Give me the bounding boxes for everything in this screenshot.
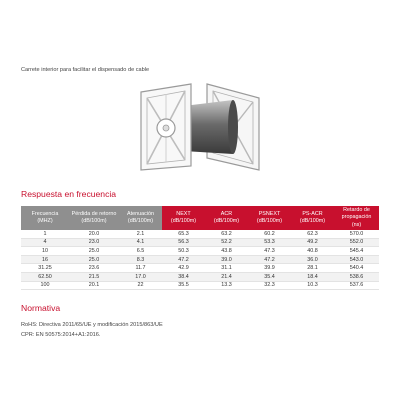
table-cell: 21.4 — [205, 272, 248, 281]
table-cell: 47.2 — [162, 255, 205, 264]
header-acr: ACR (dB/100m) — [205, 206, 248, 230]
table-cell: 36.0 — [291, 255, 334, 264]
table-cell: 22 — [119, 281, 162, 290]
table-cell: 42.9 — [162, 264, 205, 273]
table-cell: 35.5 — [162, 281, 205, 290]
frequency-table — [21, 206, 379, 290]
table-cell: 10 — [21, 247, 69, 256]
spool-icon — [135, 78, 265, 178]
header-frequency: Frecuencia (MHZ) — [21, 206, 69, 230]
table-cell: 17.0 — [119, 272, 162, 281]
table-cell: 538.6 — [334, 272, 379, 281]
table-cell: 552.0 — [334, 238, 379, 247]
table-cell: 1 — [21, 230, 69, 238]
table-cell: 23.0 — [69, 238, 119, 247]
table-cell: 25.0 — [69, 255, 119, 264]
table-row — [21, 272, 379, 281]
table-cell: 39.0 — [205, 255, 248, 264]
table-cell: 16 — [21, 255, 69, 264]
norms-section-title: Normativa — [21, 303, 61, 313]
table-cell: 62.3 — [291, 230, 334, 238]
header-next: NEXT (dB/100m) — [162, 206, 205, 230]
table-row — [21, 230, 379, 238]
table-cell: 62.50 — [21, 272, 69, 281]
table-row — [21, 238, 379, 247]
table-cell: 540.4 — [334, 264, 379, 273]
table-cell: 20.0 — [69, 230, 119, 238]
table-cell: 537.6 — [334, 281, 379, 290]
header-return-loss: Pérdida de retorno (dB/100m) — [69, 206, 119, 230]
table-row — [21, 281, 379, 290]
table-cell: 49.2 — [291, 238, 334, 247]
table-cell: 23.6 — [69, 264, 119, 273]
table-cell: 8.3 — [119, 255, 162, 264]
table-cell: 65.3 — [162, 230, 205, 238]
table-cell: 50.3 — [162, 247, 205, 256]
table-cell: 543.0 — [334, 255, 379, 264]
table-cell: 4 — [21, 238, 69, 247]
table-cell: 31.25 — [21, 264, 69, 273]
table-cell: 545.4 — [334, 247, 379, 256]
frequency-section-title: Respuesta en frecuencia — [21, 189, 117, 199]
header-ps-acr: PS-ACR (dB/100m) — [291, 206, 334, 230]
norm-cpr: CPR: EN 50575:2014+A1:2016. — [21, 332, 101, 338]
table-cell: 35.4 — [248, 272, 291, 281]
table-cell: 40.8 — [291, 247, 334, 256]
spool-caption: Carrete interior para facilitar el dispensado de cable — [21, 67, 150, 73]
table-cell: 21.5 — [69, 272, 119, 281]
table-cell: 570.0 — [334, 230, 379, 238]
table-cell: 60.2 — [248, 230, 291, 238]
table-cell: 43.8 — [205, 247, 248, 256]
table-cell: 39.9 — [248, 264, 291, 273]
table-cell: 2.1 — [119, 230, 162, 238]
table-row — [21, 247, 379, 256]
header-psnext: PSNEXT (dB/100m) — [248, 206, 291, 230]
table-cell: 31.1 — [205, 264, 248, 273]
table-cell: 13.3 — [205, 281, 248, 290]
table-cell: 11.7 — [119, 264, 162, 273]
table-row — [21, 255, 379, 264]
norm-rohs: RoHS: Directiva 2011/65/UE y modificación 2015/863/UE — [21, 322, 163, 328]
table-cell: 53.3 — [248, 238, 291, 247]
table-cell: 38.4 — [162, 272, 205, 281]
table-cell: 56.3 — [162, 238, 205, 247]
table-cell: 4.1 — [119, 238, 162, 247]
table-cell: 25.0 — [69, 247, 119, 256]
table-cell: 47.2 — [248, 255, 291, 264]
table-cell: 6.5 — [119, 247, 162, 256]
table-header-row — [21, 206, 379, 230]
table-cell: 10.3 — [291, 281, 334, 290]
header-attenuation: Atenuación (dB/100m) — [119, 206, 162, 230]
header-propagation-delay: Retardo de propagación (ns) — [334, 206, 379, 230]
table-cell: 28.1 — [291, 264, 334, 273]
table-cell: 20.1 — [69, 281, 119, 290]
norms-list — [21, 320, 163, 340]
table-cell: 100 — [21, 281, 69, 290]
table-cell: 32.3 — [248, 281, 291, 290]
table-cell: 47.3 — [248, 247, 291, 256]
table-cell: 63.2 — [205, 230, 248, 238]
table-cell: 18.4 — [291, 272, 334, 281]
table-row — [21, 264, 379, 273]
table-cell: 52.2 — [205, 238, 248, 247]
